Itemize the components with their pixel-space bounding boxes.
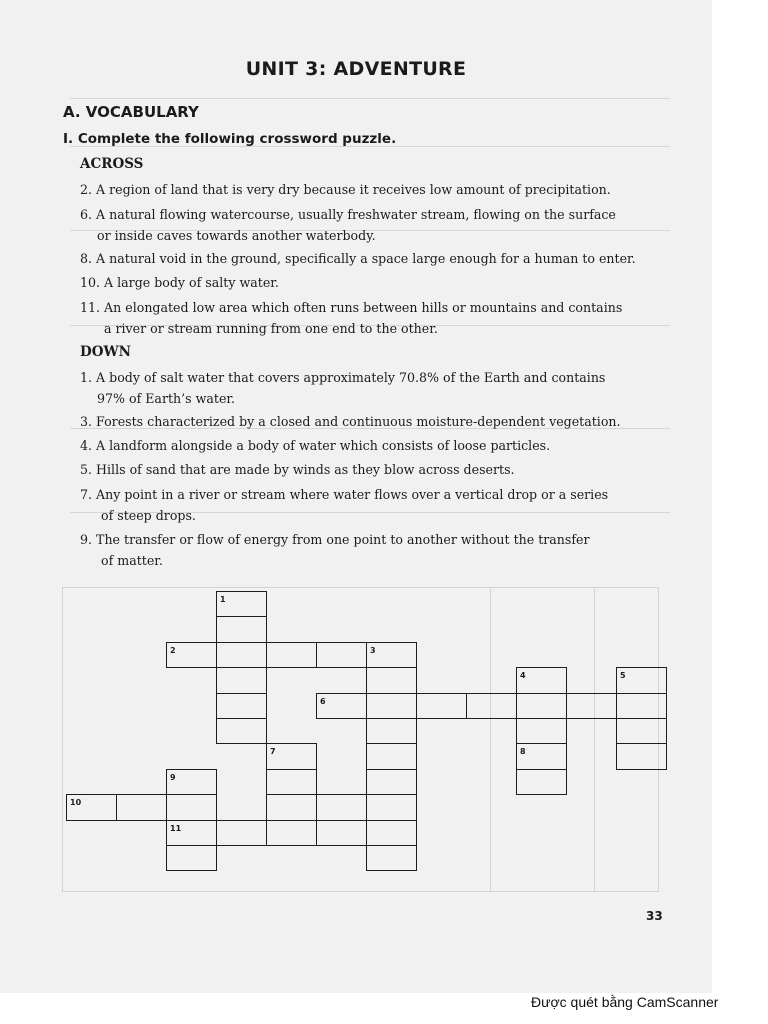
across-heading: ACROSS [80,156,144,172]
crossword-cell[interactable] [366,667,417,693]
clue-number: 4. [80,438,93,453]
clue-number: 11. [80,300,101,315]
down-clue-9 [80,529,658,571]
crossword-cell[interactable] [216,667,267,693]
crossword-cell[interactable] [216,693,267,719]
down-clue-5 [80,459,658,480]
across-clue-2 [80,179,658,200]
crossword-cell[interactable] [366,845,417,871]
crossword-cell[interactable] [216,718,267,744]
clue-text: A natural flowing watercourse, usually freshwater stream, flowing on the surface [96,207,616,222]
page-title: UNIT 3: ADVENTURE [245,58,467,80]
crossword-clue-number: 5 [620,671,626,681]
clue-number: 8. [80,251,93,266]
crossword-cell[interactable] [216,642,267,668]
crossword-cell[interactable] [166,794,217,820]
clue-text-cont: of steep drops. [101,508,196,523]
crossword-clue-number: 3 [370,645,376,655]
bleed-through-table [62,587,659,892]
bleed-through-line [70,98,670,99]
crossword-cell[interactable] [266,820,317,846]
crossword-cell[interactable] [316,642,367,668]
clue-text-cont: of matter. [101,553,163,568]
crossword-cell[interactable] [366,769,417,795]
crossword-cell[interactable] [366,718,417,744]
crossword-cell[interactable] [616,693,667,719]
clue-text-cont: a river or stream running from one end to the other. [104,321,438,336]
crossword-cell[interactable] [516,693,567,719]
crossword-cell[interactable] [316,820,367,846]
clue-text: A region of land that is very dry because it receives low amount of precipitation. [96,182,611,197]
crossword-clue-number: 10 [70,798,82,808]
crossword-cell[interactable] [316,794,367,820]
crossword-clue-number: 6 [320,696,326,706]
crossword-clue-number: 2 [170,645,176,655]
crossword-cell[interactable] [366,743,417,769]
clue-number: 6. [80,207,93,222]
crossword-cell[interactable] [516,718,567,744]
crossword-cell[interactable] [266,642,317,668]
down-clue-7 [80,484,658,526]
across-clue-10 [80,272,658,293]
across-clue-11 [80,297,658,339]
bleed-through-line [490,587,491,892]
crossword-clue-number: 4 [520,671,526,681]
clue-text: A large body of salty water. [104,275,279,290]
crossword-clue-number: 1 [220,595,226,604]
crossword-cell[interactable] [616,743,667,769]
clue-text: A body of salt water that covers approximately 70.8% of the Earth and contains [96,370,606,385]
bleed-through-line [594,587,595,892]
crossword-cell[interactable] [516,769,567,795]
across-clue-6 [80,204,658,246]
crossword-clue-number: 7 [270,747,276,757]
down-heading: DOWN [80,344,131,360]
crossword-cell[interactable] [366,794,417,820]
crossword-cell[interactable] [266,769,317,795]
crossword-clue-number: 11 [170,823,182,833]
clue-number: 10. [80,275,101,290]
clue-text: Forests characterized by a closed and continuous moisture-dependent vegetation. [96,414,621,429]
clue-text-cont: or inside caves towards another waterbody. [97,228,376,243]
crossword-cell[interactable] [466,693,517,719]
clue-number: 9. [80,532,93,547]
clue-number: 7. [80,487,93,502]
down-clue-1 [80,367,658,409]
clue-text: Hills of sand that are made by winds as they blow across deserts. [96,462,515,477]
clue-number: 2. [80,182,93,197]
down-clue-3 [80,411,658,432]
clue-number: 1. [80,370,93,385]
crossword-cell[interactable] [366,693,417,719]
crossword-cell[interactable] [366,820,417,846]
clue-text: The transfer or flow of energy from one point to another without the transfer [96,532,590,547]
crossword-cell[interactable] [616,718,667,744]
crossword-cell[interactable] [216,616,267,642]
clue-text: Any point in a river or stream where water flows over a vertical drop or a series [96,487,609,502]
clue-text: A landform alongside a body of water which consists of loose particles. [96,438,551,453]
crossword-cell[interactable] [416,693,467,719]
crossword-cell[interactable] [216,820,267,846]
crossword-clue-number: 8 [520,747,526,757]
task-instruction: I. Complete the following crossword puzzle. [63,131,397,147]
clue-number: 5. [80,462,93,477]
down-clue-4 [80,435,658,456]
scanner-watermark: Được quét bằng CamScanner [531,994,719,1010]
crossword-clue-number: 9 [170,772,176,782]
crossword-cell[interactable] [166,845,217,871]
section-heading: A. VOCABULARY [63,103,199,121]
clue-text: An elongated low area which often runs between hills or mountains and contains [104,300,623,315]
across-clue-8 [80,248,658,269]
clue-number: 3. [80,414,93,429]
crossword-cell[interactable] [116,794,167,820]
crossword-cell[interactable] [566,693,617,719]
clue-text-cont: 97% of Earth’s water. [97,391,236,406]
page-number: 33 [646,909,663,923]
clue-text: A natural void in the ground, specifically a space large enough for a human to enter. [96,251,636,266]
crossword-cell[interactable] [266,794,317,820]
